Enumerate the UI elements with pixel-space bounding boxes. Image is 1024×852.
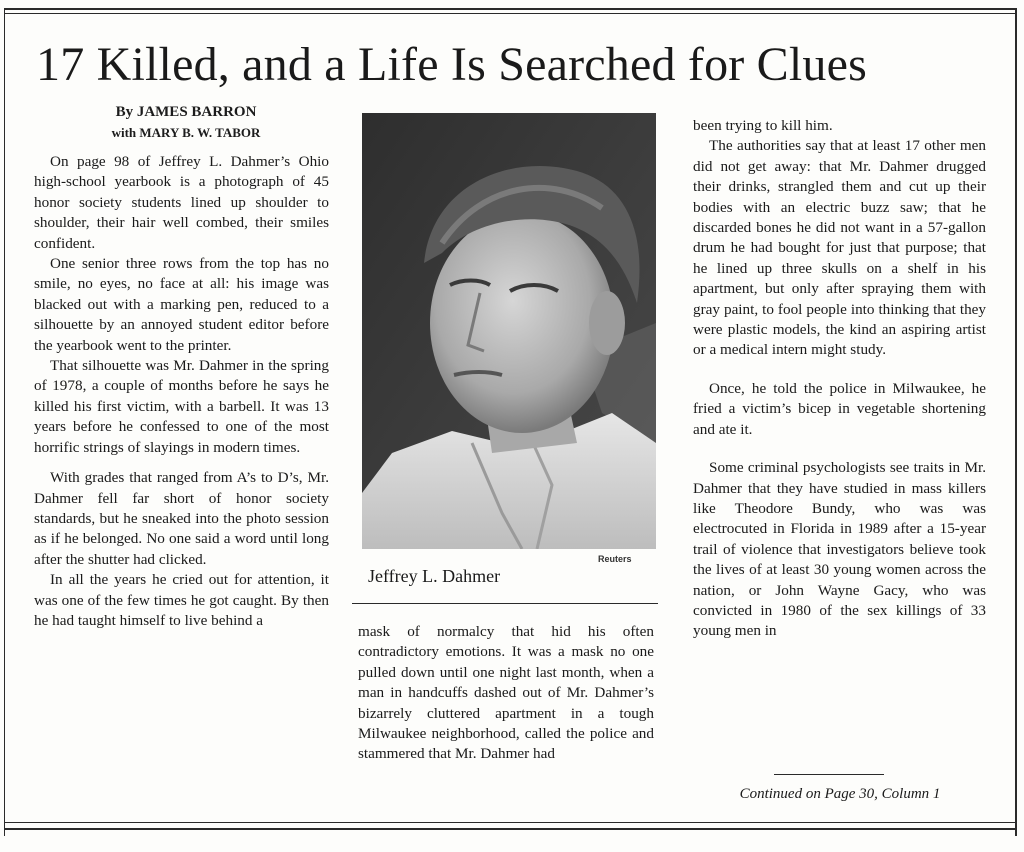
top-border-rule-inner bbox=[4, 13, 1016, 14]
portrait-photo-icon bbox=[362, 113, 656, 549]
top-border-rule bbox=[4, 8, 1016, 10]
right-border-rule bbox=[1015, 8, 1017, 836]
bottom-border-rule bbox=[4, 822, 1016, 823]
article-headline: 17 Killed, and a Life Is Searched for Clues bbox=[36, 38, 867, 91]
paragraph: Once, he told the police in Milwaukee, he fried a victim’s bicep in vegetable shortening and ate it. bbox=[693, 379, 986, 438]
portrait-photo-graphic bbox=[362, 113, 656, 549]
paragraph: In all the years he cried out for attention, it was one of the few times he got caught. By then he had taught himself to live behind a bbox=[34, 571, 329, 629]
paragraph: One senior three rows from the top has no smile, no eyes, no face at all: his image was blacked out with a marking pen, reduced to a silhouette by an annoyed student editor before the yearbook went to the printer. bbox=[34, 255, 329, 354]
paragraph: been trying to kill him. bbox=[693, 117, 833, 134]
byline-author: By JAMES BARRON bbox=[115, 104, 257, 120]
bottom-border-rule-outer bbox=[4, 828, 1016, 830]
paragraph: Some criminal psychologists see traits in Mr. Dahmer that they have studied in mass killers like Theodore Bundy, who was was electrocuted in Florida in 1989 after a 15-year trail of violence that investigators believe took the lives of at least 30 young women across the nation, or John Wayne Gacy, who was convicted in 1980 of the sex killings of 33 young men in bbox=[693, 459, 986, 640]
left-border-rule bbox=[4, 8, 5, 836]
continued-note: Continued on Page 30, Column 1 bbox=[739, 786, 941, 802]
paragraph: That silhouette was Mr. Dahmer in the spring of 1978, a couple of months before he says he killed his first victim, with a barbell. It was 13 years before he confessed to one of the most horrific strings of slayings in modern times. bbox=[34, 357, 329, 456]
paragraph: The authorities say that at least 17 other men did not get away: that Mr. Dahmer drugged their drinks, strangled them and cut up their bodies with an electric buzz saw; that he discarded bones he did not want in a 57-gallon drum he had bought for just that purpose; that he lined up three skulls on a shelf in his apartment, but only after spraying them with gray paint, to fool people into thinking that they were plastic models, the kind an aspiring artist or a medical intern might study. bbox=[693, 137, 986, 359]
photo-credit: Reuters bbox=[598, 554, 632, 564]
paragraph: With grades that ranged from A’s to D’s, Mr. Dahmer fell far short of honor society standards, but he sneaked into the photo session as if he belonged. No one said a word until long after the shutter had clicked. bbox=[34, 469, 329, 568]
continued-rule bbox=[774, 774, 884, 775]
paragraph: On page 98 of Jeffrey L. Dahmer’s Ohio high-school yearbook is a photograph of 45 honor society students lined up shoulder to shoulder, their hair well combed, their smiles confident. bbox=[34, 153, 329, 252]
photo-caption: Jeffrey L. Dahmer bbox=[368, 566, 501, 586]
byline-coauthor: with MARY B. W. TABOR bbox=[111, 125, 261, 140]
article-column-1 bbox=[34, 152, 329, 631]
paragraph: mask of normalcy that hid his often contradictory emotions. It was a mask no one pulled down until one night last month, when a man in handcuffs dashed out of Mr. Dahmer’s bizarrely cluttered apartment in a tough Milwaukee neighborhood, called the police and stammered that Mr. Dahmer had bbox=[358, 623, 654, 763]
article-column-2 bbox=[358, 622, 654, 765]
article-column-3 bbox=[693, 116, 986, 642]
caption-rule bbox=[352, 603, 658, 604]
